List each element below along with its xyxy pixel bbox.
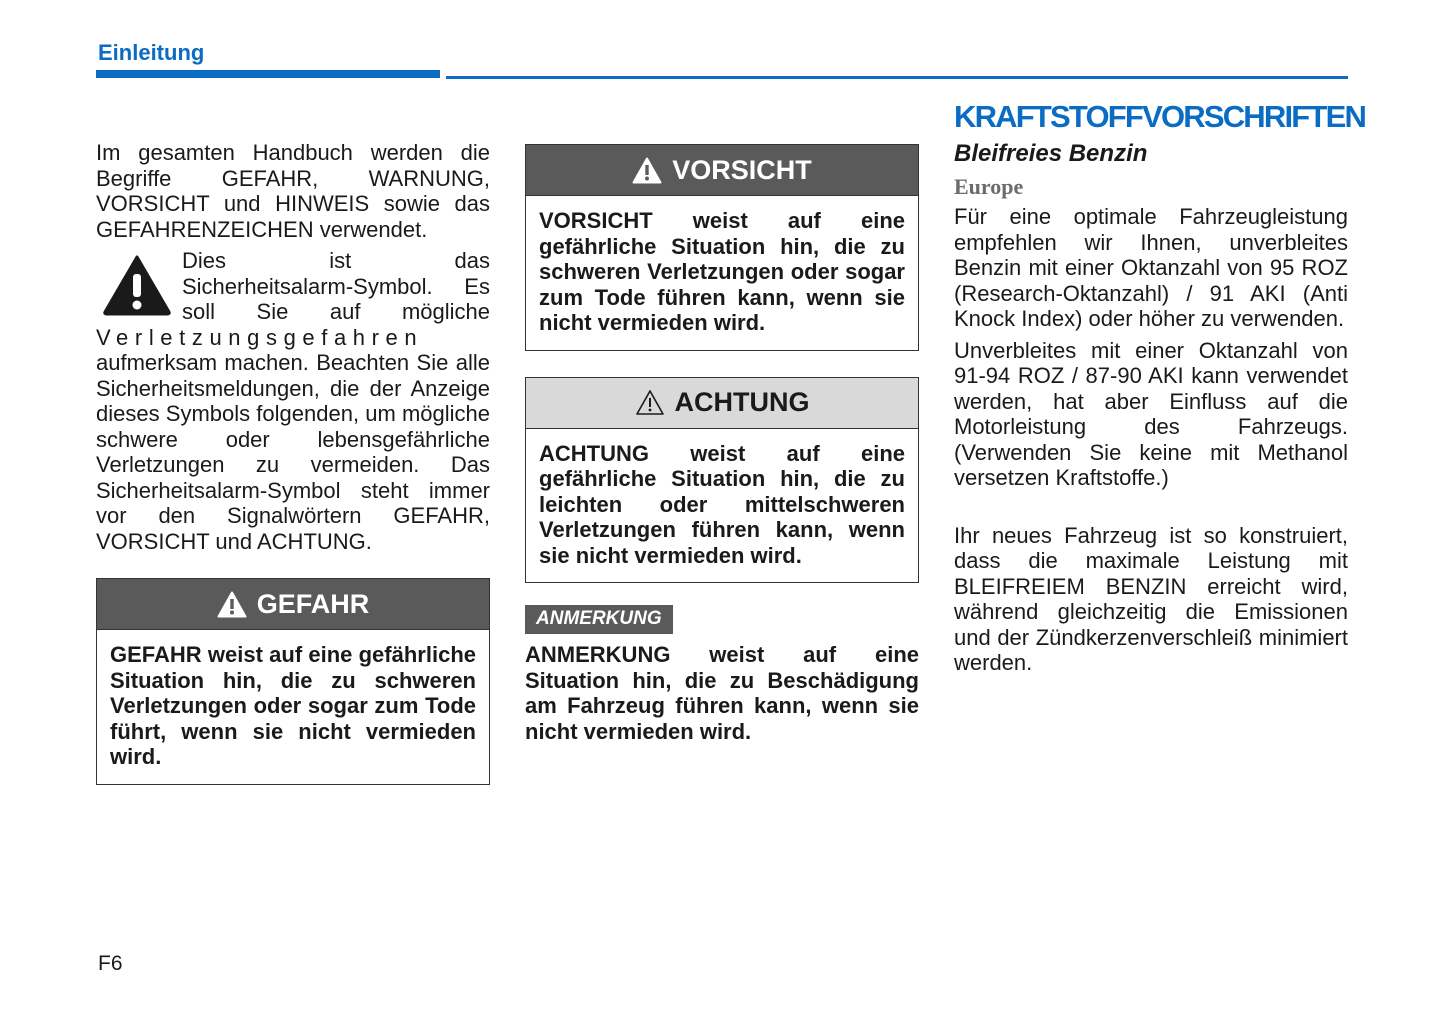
vorsicht-title: VORSICHT	[672, 154, 812, 185]
achtung-box	[525, 377, 919, 584]
warning-icon	[217, 591, 247, 618]
page-number: F6	[98, 952, 123, 975]
vorsicht-box	[525, 144, 919, 351]
vorsicht-header	[526, 145, 918, 196]
unleaded-subtitle: Bleifreies Benzin	[954, 140, 1148, 167]
anmerkung-tag: ANMERKUNG	[525, 605, 673, 634]
fuel-paragraph-1: Für eine optimale Fahrzeugleistung empfehlen wir Ihnen, unverbleites Benzin mit einer Oktanzahl von 95 ROZ (Research-Oktanzahl) / 91 AKI (Anti Knock Index) oder höher zu verwenden.	[954, 204, 1348, 331]
symbol-line-4: Verletzungsgefahren	[96, 324, 424, 350]
region-label: Europe	[954, 174, 1024, 199]
symbol-line-1: Dies ist das	[182, 248, 490, 273]
symbol-paragraph-rest: aufmerksam machen. Beachten Sie alle Sicherheitsmeldungen, die der Anzeige dieses Symbols folgenden, um mögliche schwere oder lebensgefährliche Verletzungen zu vermeiden. Das Sicherheitsalarm-Symbol steht immer vor den Signalwörtern GEFAHR, VORSICHT und ACHTUNG.	[96, 350, 490, 554]
column-right	[954, 99, 1366, 676]
fuel-section-title: KRAFTSTOFFVORSCHRIFTEN	[954, 99, 1366, 134]
safety-symbol-paragraph	[96, 248, 490, 554]
achtung-text: ACHTUNG weist auf eine gefährliche Situation hin, die zu leichten oder mittelschweren Verletzungen führen kann, wenn sie nicht vermieden wird.	[539, 440, 905, 568]
fuel-paragraph-3: Ihr neues Fahrzeug ist so konstruiert, dass die maximale Leistung mit BLEIFREIEM BENZIN erreicht wird, während gleichzeitig die Emissionen und der Zündkerzenverschleiß minimiert werden.	[954, 522, 1348, 675]
warning-outline-icon	[635, 389, 665, 416]
header-rule-thin	[446, 76, 1348, 79]
achtung-title: ACHTUNG	[674, 387, 810, 417]
warning-icon	[632, 157, 662, 184]
vorsicht-text: VORSICHT weist auf eine gefährliche Situation hin, die zu schweren Verletzungen oder sogar zum Tode führen kann, wenn sie nicht vermieden wird.	[539, 208, 905, 335]
header-rule-thick	[96, 70, 440, 78]
achtung-header	[526, 378, 918, 429]
column-left	[96, 140, 490, 785]
safety-alert-icon	[102, 254, 172, 316]
gefahr-header	[97, 579, 489, 630]
section-title: Einleitung	[98, 40, 205, 65]
gefahr-box	[96, 578, 490, 785]
gefahr-text: GEFAHR weist auf eine gefährliche Situation hin, die zu schweren Verletzungen oder sogar zum Tode führt, wenn sie nicht vermieden wird.	[110, 642, 476, 769]
symbol-line-3: soll Sie auf mögliche	[182, 299, 490, 324]
anmerkung-section	[525, 605, 919, 744]
fuel-paragraph-2: Unverbleites mit einer Oktanzahl von 91-94 ROZ / 87-90 AKI kann verwendet werden, hat aber Einfluss auf die Motorleistung des Fahrzeugs. (Verwenden Sie keine mit Methanol versetzen Kraftstoffe.)	[954, 337, 1348, 490]
column-middle	[525, 140, 919, 744]
symbol-line-2: Sicherheitsalarm-Symbol. Es	[182, 273, 490, 299]
gefahr-title: GEFAHR	[256, 588, 370, 619]
intro-paragraph: Im gesamten Handbuch werden die Begriffe GEFAHR, WARNUNG, VORSICHT und HINWEIS sowie das GEFAHRENZEICHEN verwendet.	[96, 140, 490, 242]
anmerkung-text: ANMERKUNG weist auf eine Situation hin, die zu Beschädigung am Fahrzeug führen kann, wenn sie nicht vermieden wird.	[525, 642, 919, 744]
